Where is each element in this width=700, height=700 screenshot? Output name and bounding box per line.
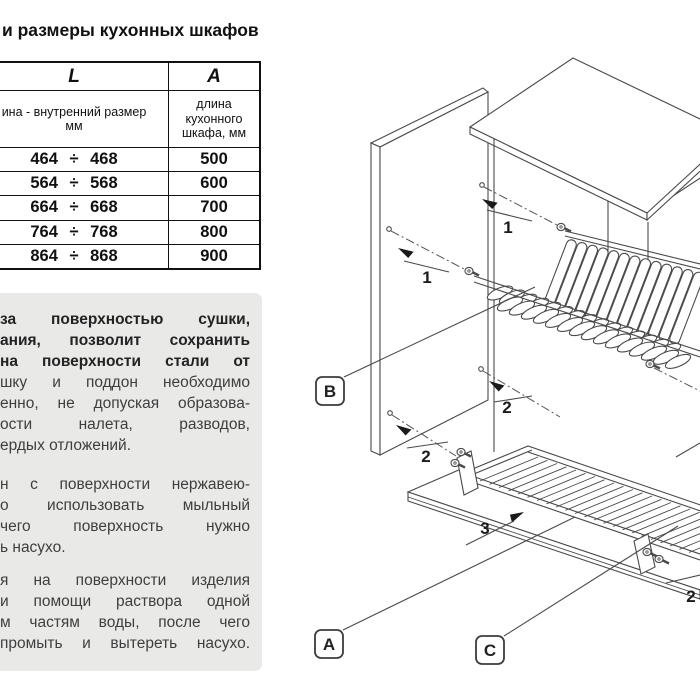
care-line: м частям воды, после чего: [0, 614, 250, 631]
table-row: [0, 195, 259, 219]
table-cell-a: 600: [200, 174, 228, 193]
care-paragraph: [0, 570, 250, 654]
care-line: ости налета, разводов,: [0, 416, 250, 433]
col-a-header: A: [207, 65, 221, 87]
table-cell-l: 864 ÷ 868: [0, 245, 169, 268]
care-line: ь насухо.: [0, 539, 66, 556]
label-b: B: [323, 382, 337, 401]
callout-number-3: 3: [480, 519, 490, 538]
care-line: и помощи раствора одной: [0, 593, 250, 610]
col-l-header: L: [0, 63, 169, 90]
care-line: ердых отложений.: [0, 437, 132, 454]
care-paragraph: [0, 474, 250, 558]
table-cell-a: 700: [200, 198, 228, 217]
care-line: о использовать мыльный: [0, 497, 250, 514]
care-text: [0, 309, 250, 654]
table-cell-l: 464 ÷ 468: [0, 148, 169, 171]
screw-icon: [557, 223, 571, 231]
care-line: енно, не допуская образова-: [0, 395, 250, 412]
care-line: шку и поддон необходимо: [0, 374, 250, 391]
callout-number-1: 1: [503, 218, 513, 237]
care-line: промыть и вытереть насухо.: [0, 635, 250, 652]
care-line: на поверхности стали от: [0, 353, 250, 370]
table-cell-a: 800: [200, 222, 228, 241]
page-title: и размеры кухонных шкафов: [2, 20, 259, 40]
table-cell-a: 900: [200, 246, 228, 265]
col-l-subheader: ина - внутренний размер мм: [0, 91, 169, 147]
care-line: за поверхностью сушки,: [0, 311, 250, 328]
table-header-row: [0, 63, 259, 90]
care-line: ания, позволит сохранить: [0, 332, 250, 349]
table-cell-a: 500: [200, 150, 228, 169]
care-paragraph: [0, 309, 250, 456]
table-subheader-row: [0, 90, 259, 147]
col-a-subheader: длина кухонного шкафа, мм: [181, 97, 247, 141]
label-c: C: [483, 641, 497, 660]
care-line: чего поверхность нужно: [0, 518, 250, 535]
table-cell-l: 564 ÷ 568: [0, 172, 169, 195]
callout-number-1: 1: [422, 268, 432, 287]
table-cell-l: 664 ÷ 668: [0, 196, 169, 219]
table-row: [0, 171, 259, 195]
care-line: н с поверхности нержавею-: [0, 476, 250, 493]
callout-number-2: 2: [502, 398, 512, 417]
dimensions-table: [0, 61, 261, 270]
callout-number-2: 2: [686, 587, 696, 606]
table-cell-l: 764 ÷ 768: [0, 221, 169, 244]
label-a: A: [322, 635, 336, 654]
care-line: я на поверхности изделия: [0, 572, 250, 589]
plate-rack: [474, 231, 700, 371]
callout-number-2: 2: [421, 447, 431, 466]
cabinet-exploded-diagram: [300, 55, 700, 700]
care-instructions-panel: [0, 293, 262, 671]
table-row: [0, 147, 259, 171]
table-row: [0, 220, 259, 244]
table-row: [0, 244, 259, 268]
